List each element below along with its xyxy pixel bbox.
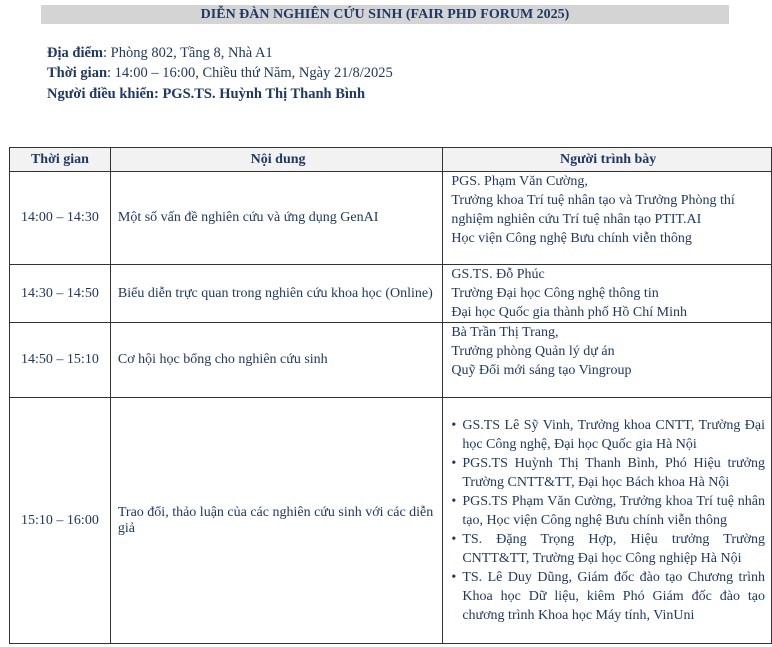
table-row bbox=[10, 265, 772, 323]
speaker-line: PGS. Phạm Văn Cường, bbox=[451, 174, 588, 189]
row-speaker bbox=[443, 172, 772, 265]
speaker-bullet: • TS. Lê Duy Dũng, Giám đốc đào tạo Chương trình Khoa học Dữ liệu, kiêm Phó Giám đốc đào tạo chương trình Khoa học Máy tính, VinUni bbox=[451, 568, 765, 625]
time-value: : 14:00 – 16:00, Chiều thứ Năm, Ngày 21/8/2025 bbox=[107, 65, 393, 81]
row-time: 14:00 – 14:30 bbox=[10, 172, 111, 265]
table-row bbox=[10, 323, 772, 398]
speaker-line: Trường Đại học Công nghệ thông tin bbox=[451, 286, 659, 301]
row-speaker bbox=[443, 265, 772, 323]
speaker-line: Đại học Quốc gia thành phố Hồ Chí Minh bbox=[451, 305, 687, 320]
host-line bbox=[47, 85, 365, 104]
speaker-bullet: • TS. Đặng Trọng Hợp, Hiệu trưởng Trường CNTT&TT, Trường Đại học Công nghiệp Hà Nội bbox=[451, 530, 765, 568]
row-speaker bbox=[443, 323, 772, 398]
header-content: Nội dung bbox=[110, 148, 442, 172]
speaker-line: Trưởng phòng Quản lý dự án bbox=[451, 344, 615, 359]
row-content: Trao đổi, thảo luận của các nghiên cứu sinh với các diễn giả bbox=[110, 398, 442, 644]
speaker-line: GS.TS. Đỗ Phúc bbox=[451, 267, 545, 282]
row-time: 15:10 – 16:00 bbox=[10, 398, 111, 644]
venue-line bbox=[47, 44, 273, 63]
host-label: Người điều khiển bbox=[47, 86, 154, 102]
speaker-list bbox=[451, 416, 765, 625]
row-content: Cơ hội học bổng cho nghiên cứu sinh bbox=[110, 323, 442, 398]
speaker-line: Học viện Công nghệ Bưu chính viễn thông bbox=[451, 231, 692, 246]
speaker-bullet: • GS.TS Lê Sỹ Vinh, Trưởng khoa CNTT, Trường Đại học Công nghệ, Đại học Quốc gia Hà Nội bbox=[451, 416, 765, 454]
row-time: 14:30 – 14:50 bbox=[10, 265, 111, 323]
table-row bbox=[10, 398, 772, 644]
header-time: Thời gian bbox=[10, 148, 111, 172]
host-value: : PGS.TS. Huỳnh Thị Thanh Bình bbox=[153, 86, 366, 102]
time-label: Thời gian bbox=[47, 65, 108, 81]
page-title: DIỄN ĐÀN NGHIÊN CỨU SINH (FAIR PHD FORUM 2025) bbox=[41, 5, 729, 24]
venue-value: : Phòng 802, Tầng 8, Nhà A1 bbox=[102, 45, 273, 61]
speaker-line: Bà Trần Thị Trang, bbox=[451, 325, 559, 340]
agenda-table bbox=[9, 147, 772, 644]
row-time: 14:50 – 15:10 bbox=[10, 323, 111, 398]
header-speaker: Người trình bày bbox=[443, 148, 772, 172]
speaker-line: Quỹ Đổi mới sáng tạo Vingroup bbox=[451, 363, 632, 378]
speaker-bullet: • PGS.TS Phạm Văn Cường, Trưởng khoa Trí tuệ nhân tạo, Học viện Công nghệ Bưu chính viễn thông bbox=[451, 492, 765, 530]
speaker-bullet: • PGS.TS Huỳnh Thị Thanh Bình, Phó Hiệu trưởng Trường CNTT&TT, Đại học Bách khoa Hà Nội bbox=[451, 454, 765, 492]
time-line bbox=[47, 64, 393, 83]
row-content: Một số vấn đề nghiên cứu và ứng dụng GenAI bbox=[110, 172, 442, 265]
speaker-line: Trưởng khoa Trí tuệ nhân tạo và Trưởng Phòng thí nghiệm nghiên cứu Trí tuệ nhân tạo PTIT.AI bbox=[451, 193, 735, 227]
venue-label: Địa điểm bbox=[47, 45, 103, 61]
row-speaker bbox=[443, 398, 772, 644]
table-row bbox=[10, 172, 772, 265]
table-header-row bbox=[10, 148, 772, 172]
row-content: Biểu diễn trực quan trong nghiên cứu khoa học (Online) bbox=[110, 265, 442, 323]
